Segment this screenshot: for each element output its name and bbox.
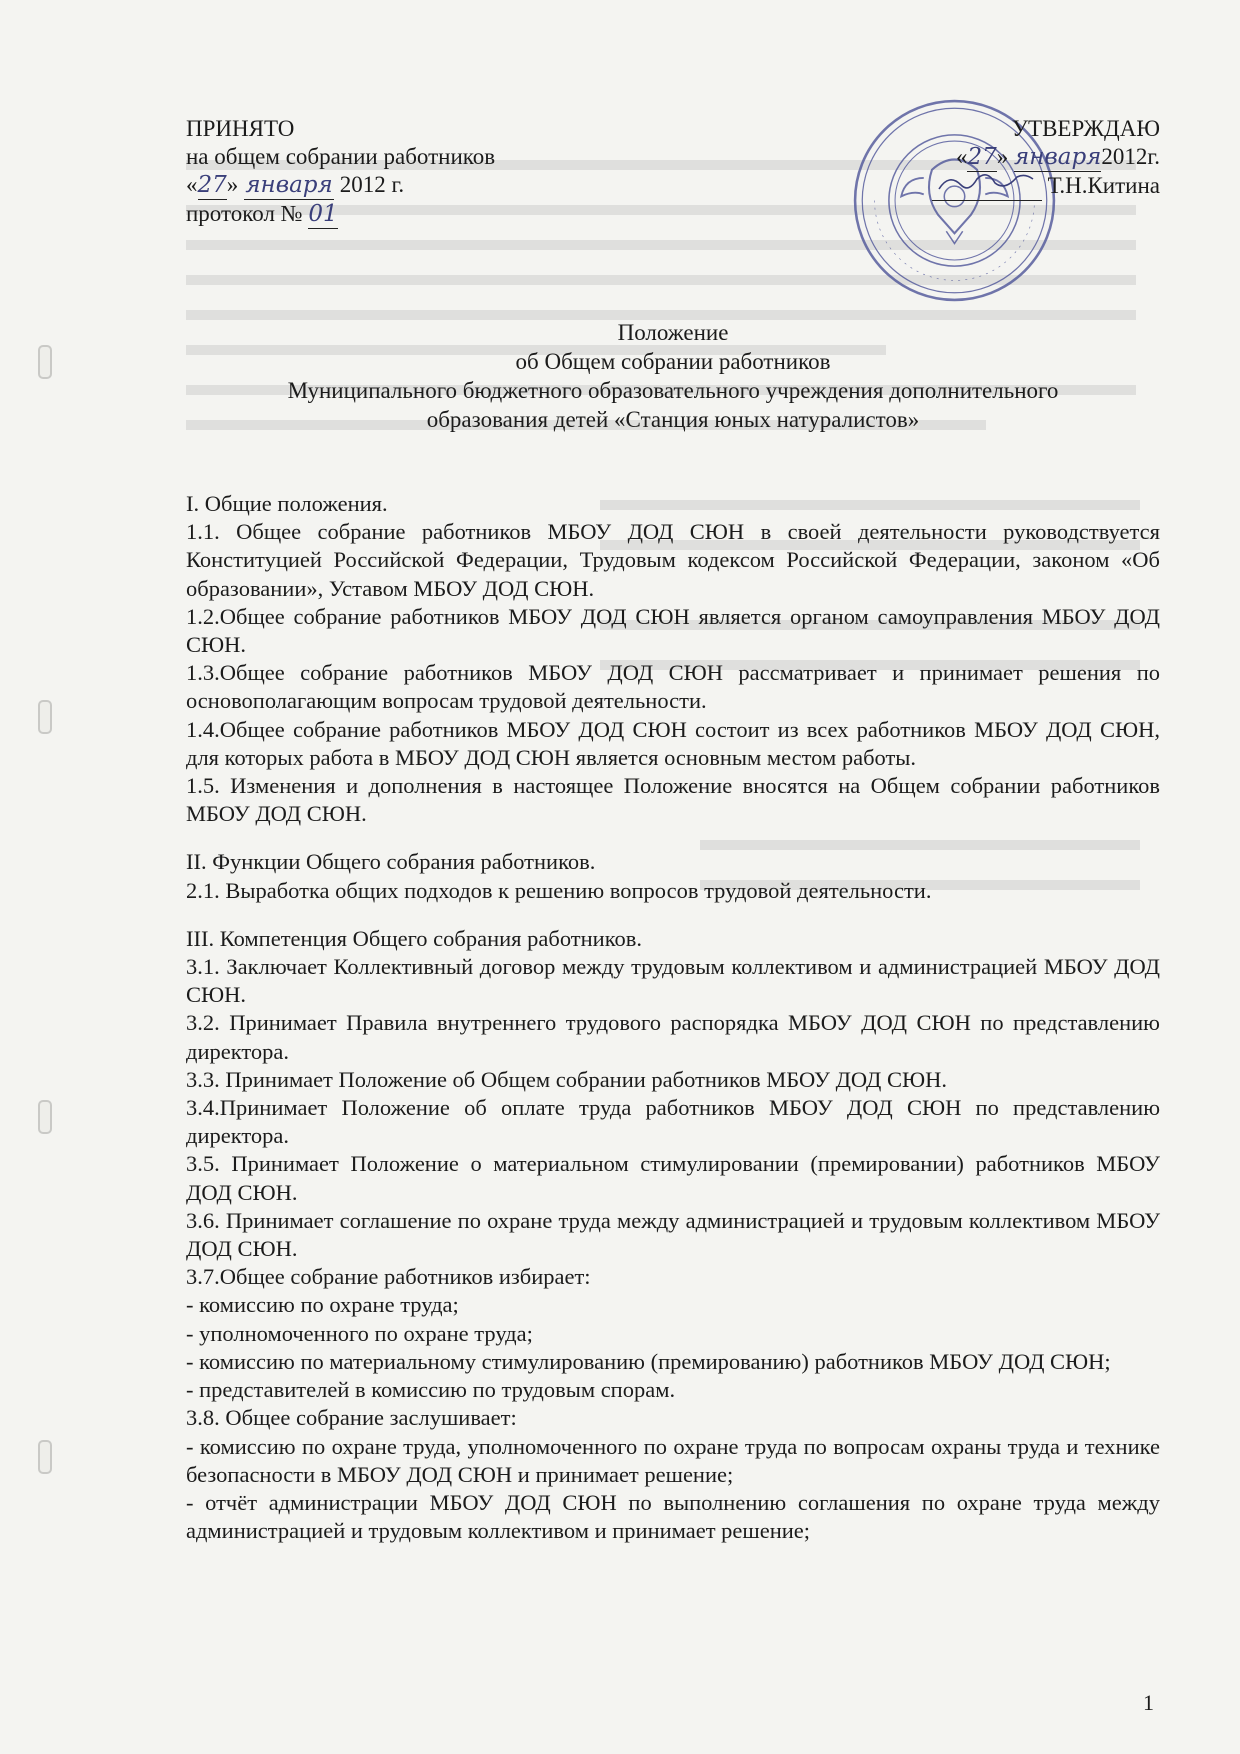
signer-name: Т.Н.Китина — [1047, 173, 1160, 198]
protocol-line — [186, 200, 495, 229]
accepted-date — [186, 171, 495, 200]
title-line-4: образования детей «Станция юных натуралистов» — [426, 407, 920, 432]
quote-close: » — [996, 144, 1009, 169]
section-gap — [186, 828, 1160, 848]
paragraph: - комиссию по материальному стимулированию (премированию) работников МБОУ ДОД СЮН; — [186, 1348, 1111, 1374]
accepted-year: 2012 г. — [339, 172, 405, 197]
paragraph: - уполномоченного по охране труда; — [186, 1320, 533, 1346]
paragraph: 1.1. Общее собрание работников МБОУ ДОД СЮН в своей деятельности руководствуется Конституцией Российской Федерации, Трудовым кодексом Российской Федерации, законом «Об образовании», Уставом МБОУ ДОД СЮН. — [186, 519, 1160, 601]
day-handwritten: 27 — [967, 144, 997, 170]
paragraph: 2.1. Выработка общих подходов к решению вопросов трудовой деятельности. — [186, 877, 932, 903]
binder-hole — [38, 700, 52, 734]
title-line-1: Положение — [617, 320, 729, 345]
paragraph: - отчёт администрации МБОУ ДОД СЮН по выполнению соглашения по охране труда между администрацией и трудовым коллективом и принимает решение; — [186, 1489, 1160, 1544]
protocol-label: протокол № — [186, 201, 303, 226]
paragraph: 3.3. Принимает Положение об Общем собрании работников МБОУ ДОД СЮН. — [186, 1066, 948, 1092]
paragraph: 3.1. Заключает Коллективный договор между трудовым коллективом и администрацией МБОУ ДОД СЮН. — [186, 954, 1160, 1008]
signature-line — [932, 172, 1042, 201]
signature-scribble — [937, 173, 1037, 193]
signer-line — [932, 172, 1160, 201]
paragraph: - комиссию по охране труда, уполномоченного по охране труда по вопросам охраны труда и технике безопасности в МБОУ ДОД СЮН и принимает решение; — [186, 1433, 1160, 1487]
paragraph: 1.4.Общее собрание работников МБОУ ДОД СЮН состоит из всех работников МБОУ ДОД СЮН, для которых работа в МБОУ ДОД СЮН является основным местом работы. — [186, 716, 1160, 770]
page-number: 1 — [1143, 1690, 1154, 1715]
paragraph: 1.2.Общее собрание работников МБОУ ДОД СЮН является органом самоуправления МБОУ ДОД СЮН. — [186, 603, 1160, 658]
quote-open: « — [955, 144, 968, 169]
quote-close: » — [226, 172, 239, 197]
paragraph: - комиссию по охране труда; — [186, 1292, 459, 1318]
protocol-number-handwritten: 01 — [308, 201, 338, 227]
paragraph: 3.8. Общее собрание заслушивает: — [186, 1405, 517, 1431]
paragraph: 3.2. Принимает Правила внутреннего трудового распорядка МБОУ ДОД СЮН по представлению директора. — [186, 1010, 1160, 1064]
paragraph: 3.7.Общее собрание работников избирает: — [186, 1264, 591, 1290]
paragraph: - представителей в комиссию по трудовым спорам. — [186, 1377, 676, 1403]
meeting-label: на общем собрании работников — [186, 144, 496, 169]
document-body — [186, 490, 1160, 1545]
binder-hole — [38, 1440, 52, 1474]
month-handwritten: января — [1013, 144, 1102, 170]
month-handwritten: января — [245, 172, 333, 198]
binder-hole — [38, 1100, 52, 1134]
paragraph: 3.4.Принимает Положение об оплате труда работников МБОУ ДОД СЮН по представлению директора. — [186, 1095, 1160, 1149]
quote-open: « — [186, 172, 198, 197]
title-line-2: об Общем собрании работников — [515, 349, 831, 374]
approve-block — [932, 115, 1160, 201]
paragraph: 3.6. Принимает соглашение по охране труда между администрацией и трудовым коллективом МБОУ ДОД СЮН. — [186, 1207, 1160, 1262]
paragraph: 1.5. Изменения и дополнения в настоящее Положение вносятся на Общем собрании работников МБОУ ДОД СЮН. — [186, 773, 1160, 827]
approve-date — [932, 143, 1160, 172]
binder-hole — [38, 345, 52, 379]
approve-label: УТВЕРЖДАЮ — [1011, 116, 1160, 141]
paragraph: 3.5. Принимает Положение о материальном стимулировании (премировании) работников МБОУ ДОД СЮН. — [186, 1151, 1160, 1205]
accepted-block — [186, 115, 495, 229]
accepted-label: ПРИНЯТО — [186, 116, 295, 141]
section-heading: II. Функции Общего собрания работников. — [186, 849, 596, 875]
paragraph: 1.3.Общее собрание работников МБОУ ДОД СЮН рассматривает и принимает решения по основополагающим вопросам трудовой деятельности. — [186, 660, 1160, 714]
section-gap — [186, 905, 1160, 925]
approve-year: 2012г. — [1101, 144, 1160, 169]
title-line-3: Муниципального бюджетного образовательного учреждения дополнительного — [287, 378, 1059, 403]
section-heading: III. Компетенция Общего собрания работников. — [186, 925, 642, 951]
document-title — [186, 318, 1160, 434]
day-handwritten: 27 — [197, 172, 227, 198]
section-heading: I. Общие положения. — [186, 491, 388, 516]
